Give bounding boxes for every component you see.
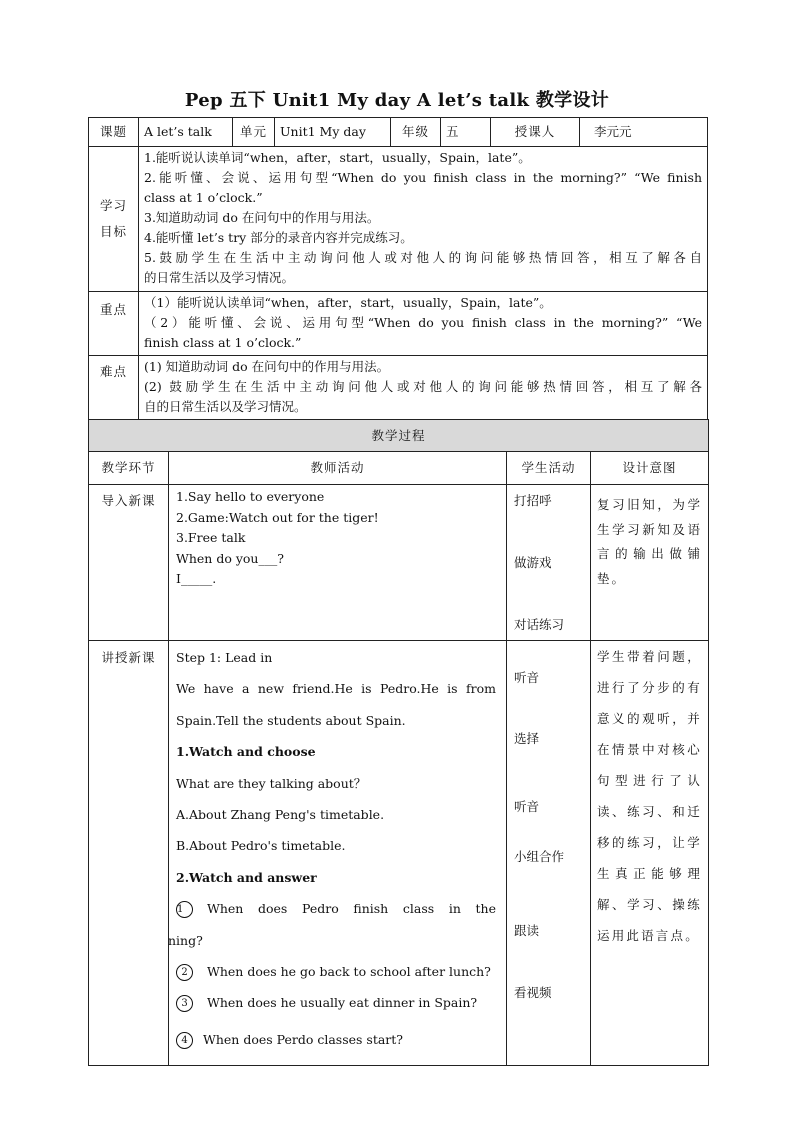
intro-activity-line: 2.Game:Watch out for the tiger! [176,509,379,525]
objective-line: 5.鼓励学生在生活中主动询问他人或对他人的询问能够热情回答，相互了解各自 [144,250,702,265]
unit-label: 单元 [233,118,275,147]
objective-line: 2.能听懂、会说、运用句型“When do you finish class in the morning?” “We finish [144,170,702,185]
header-stage: 教学环节 [89,452,169,485]
question-line-cont: ning? [168,932,203,948]
lead-in-line: We have a new friend.He is Pedro.He is from [176,681,496,697]
intro-activity-line: 3.Free talk [176,530,246,545]
student-activity-item: 看视频 [514,985,552,1000]
student-activity-item: 听音 [514,670,540,685]
student-activity-item: 打招呼 [514,493,552,508]
question-line: 3 When does he usually eat dinner in Spain? [176,987,496,1018]
objective-line: class at 1 o’clock.” [144,190,263,205]
teacher-label: 授课人 [491,118,580,147]
question-line: 1 When does Pedro finish class in the [177,901,496,917]
objective-line: 3.知道助动词 do 在问句中的作用与用法。 [144,210,380,225]
student-activity-item: 做游戏 [514,555,552,570]
header-design-intent: 设计意图 [591,452,709,485]
difficulties-content [139,356,708,420]
circled-number: 4 [176,1032,193,1049]
unit-value: Unit1 My day [275,118,391,147]
objective-line: 1.能听说认读单词“when，after，start，usually，Spain，late”。 [144,150,531,165]
objectives-label-line-2: 目标 [99,224,127,239]
step-heading: Step 1: Lead in [176,650,273,665]
topic-value: A let’s talk [139,118,233,147]
key-points-label: 重点 [89,292,139,356]
new-design-intent [591,641,709,1066]
objective-line: 的日常生活以及学习情况。 [144,270,295,285]
page-title: Pep 五下 Unit1 My day A let’s talk 教学设计 [184,90,610,111]
option-line: A.About Zhang Peng's timetable. [176,806,385,822]
intro-teacher-activity [169,485,507,641]
difficulties-label: 难点 [89,356,139,420]
student-activity-item: 小组合作 [514,849,565,864]
objective-line: 4.能听懂 let’s try 部分的录音内容并完成练习。 [144,230,413,245]
difficulty-line: 自的日常生活以及学习情况。 [144,399,307,414]
process-banner: 教学过程 [89,420,709,452]
header-teacher-activity: 教师活动 [169,452,507,485]
table-row [89,485,709,641]
topic-label: 课题 [89,118,139,147]
question-line: What are they talking about？ [176,775,367,791]
objectives-content [139,147,708,292]
lead-in-line: Spain.Tell the students about Spain. [176,712,406,728]
key-point-line: （1）能听说认读单词“when，after，start，usually，Spain，late”。 [144,295,552,310]
circled-number: 3 [176,995,193,1012]
intro-purpose-text: 复习旧知，为学生学习新知及语言的输出做铺垫。 [597,497,703,586]
new-student-activity [507,641,591,1066]
objectives-label-line-1: 学习 [99,198,127,213]
intro-stage: 导入新课 [89,485,169,641]
new-purpose-text: 学生带着问题，进行了分步的有意义的观听，并在情景中对核心句型进行了认读、练习、和迁移的练习，让学生真正能够理解、学习、操练运用此语言点。 [597,649,703,943]
section-heading: 2.Watch and answer [176,869,317,885]
difficulty-line: (1) 知道助动词 do 在问句中的作用与用法。 [144,359,390,374]
grade-value: 五 [441,118,491,147]
key-points-content [139,292,708,356]
new-stage: 讲授新课 [89,641,169,1066]
circled-number: 2 [176,964,193,981]
student-activity-item: 听音 [514,799,540,814]
difficulty-line: (2) 鼓励学生在生活中主动询问他人或对他人的询问能够热情回答，相互了解各 [144,379,702,394]
student-activity-item: 跟读 [514,923,540,938]
intro-activity-line: 1.Say hello to everyone [176,489,325,504]
intro-design-intent [591,485,709,641]
intro-activity-line: I_____. [176,571,217,586]
teaching-process-table [88,419,709,1066]
new-teacher-activity [169,641,507,1066]
objectives-label [89,147,139,292]
option-line: B.About Pedro's timetable. [176,838,346,854]
intro-student-activity [507,485,591,641]
intro-activity-line: When do you___? [176,550,284,566]
teacher-value: 李元元 [580,118,708,147]
student-activity-item: 对话练习 [514,617,565,632]
grade-label: 年级 [391,118,441,147]
question-line: 2 When does he go back to school after lunch? [176,956,496,987]
key-point-line: （2）能听懂、会说、运用句型“When do you finish class in the morning?” “We [144,315,702,330]
circled-number: 1 [176,901,193,918]
question-line: 4 When does Perdo classes start? [176,1024,496,1055]
key-point-line: finish class at 1 o’clock.” [144,335,302,350]
lesson-info-table [88,117,708,420]
student-activity-item: 选择 [514,731,540,746]
section-heading: 1.Watch and choose [176,744,316,760]
table-row [89,641,709,1066]
header-student-activity: 学生活动 [507,452,591,485]
